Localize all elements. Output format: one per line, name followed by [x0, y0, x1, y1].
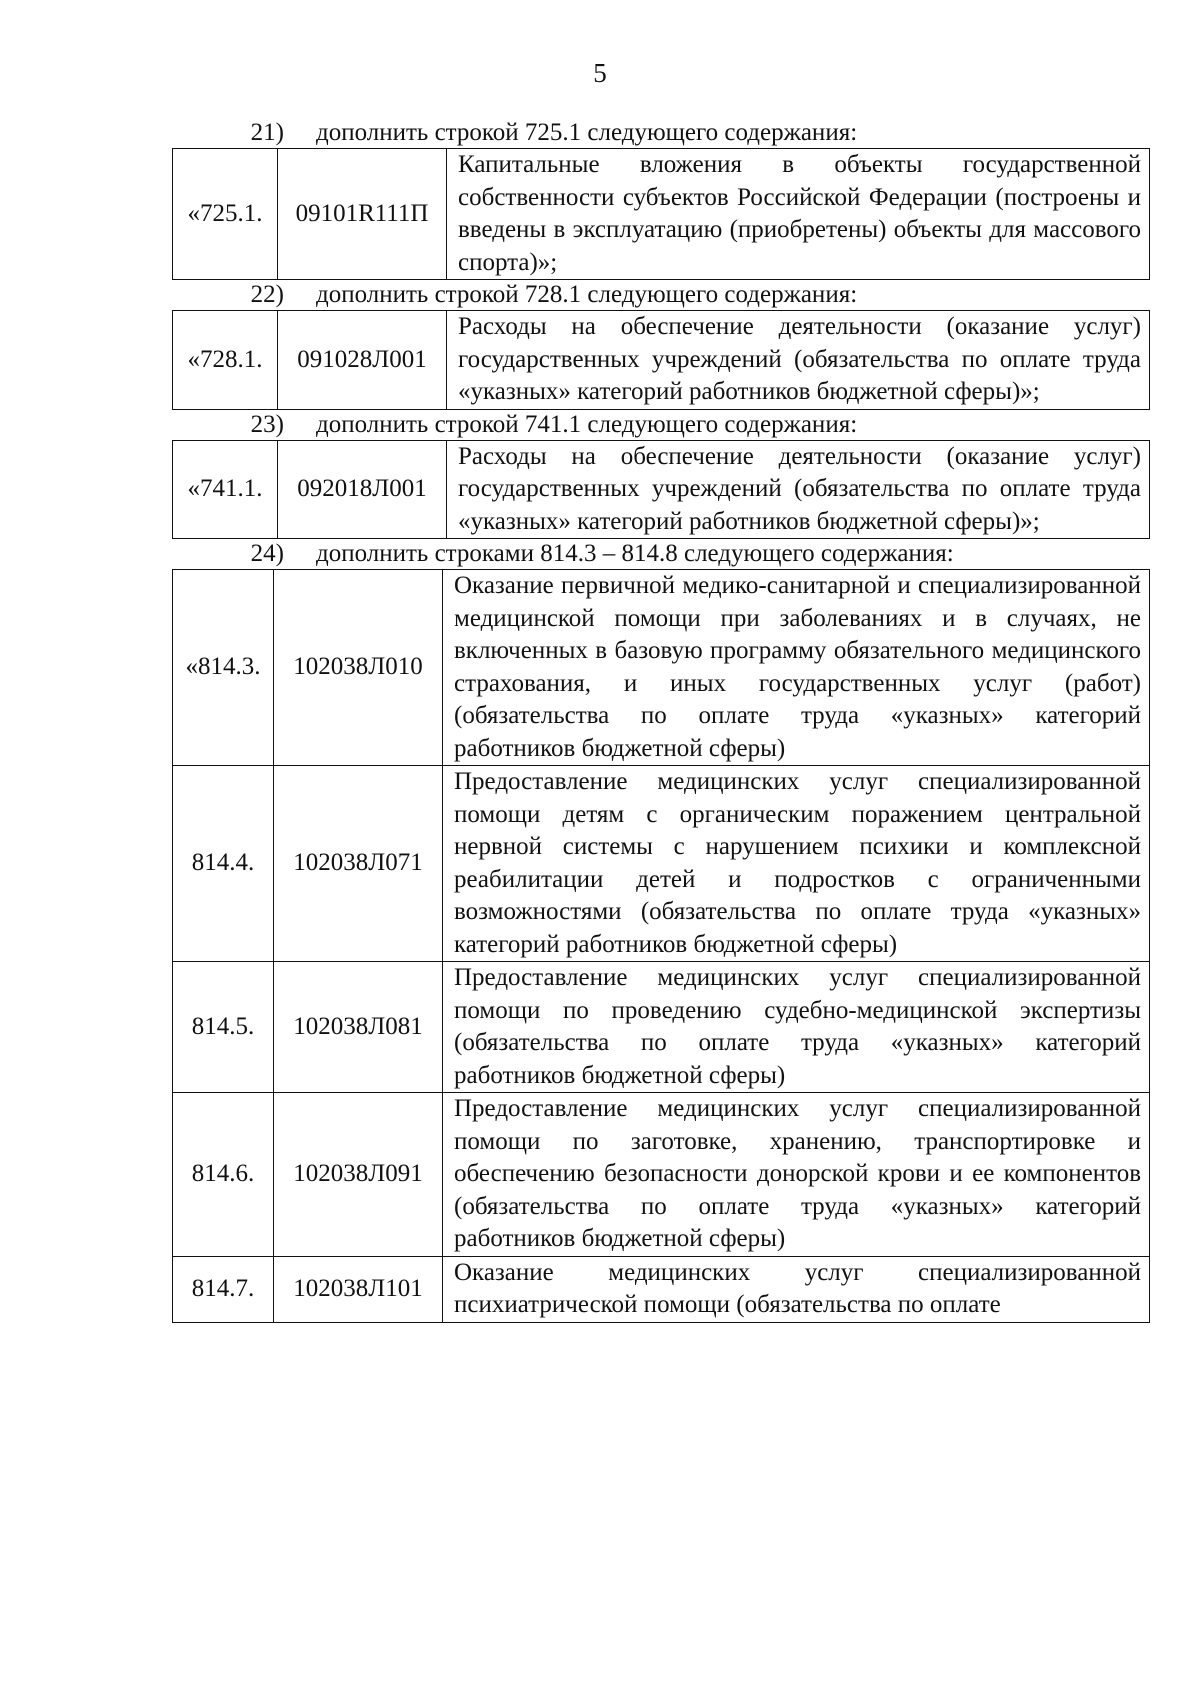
instruction-24 — [172, 539, 1150, 569]
row-description: Оказание первичной медико-санитарной и специализированной медицинской помощи при заболеваниях и в случаях, не включенных в базовую программу обязательного медицинского страхования, и иных государственных услуг (работ) (обязательства по оплате труда «указных» категорий работников бюджетной сферы) — [443, 570, 1150, 766]
row-kbk: 102038Л071 — [274, 766, 443, 962]
row-description: Расходы на обеспечение деятельности (оказание услуг) государственных учреждений (обязательства по оплате труда «указных» категорий работников бюджетной сферы)»; — [447, 440, 1150, 539]
row-kbk: 102038Л081 — [274, 962, 443, 1093]
instruction-number: 22) — [250, 281, 284, 308]
row-description: Оказание медицинских услуг специализированной психиатрической помощи (обязательства по оплате — [443, 1256, 1150, 1322]
instruction-text: дополнить строкой 725.1 следующего содержания: — [316, 119, 858, 146]
row-code: 814.7. — [173, 1256, 274, 1322]
row-kbk: 102038Л091 — [274, 1093, 443, 1257]
instruction-23 — [172, 410, 1150, 440]
instruction-text: дополнить строкой 741.1 следующего содержания: — [316, 410, 858, 438]
row-code: «725.1. — [173, 149, 278, 280]
table-row — [173, 440, 1150, 539]
table-row — [173, 311, 1150, 410]
table-row — [173, 962, 1150, 1093]
table-row — [173, 1093, 1150, 1257]
row-code: «728.1. — [173, 311, 278, 410]
row-kbk: 09101R111П — [278, 149, 447, 280]
page-number: 5 — [593, 58, 607, 88]
table-row — [173, 766, 1150, 962]
amendment-table-814 — [172, 569, 1150, 1323]
instruction-number: 23) — [250, 410, 284, 438]
row-code: «814.3. — [173, 570, 274, 766]
instruction-number: 21) — [250, 119, 284, 146]
table-row — [173, 1256, 1150, 1322]
row-description: Предоставление медицинских услуг специализированной помощи детям с органическим поражением центральной нервной системы с нарушением психики и комплексной реабилитации детей и подростков с ограниченными возможностями (обязательства по оплате труда «указных» категорий работников бюджетной сферы) — [443, 766, 1150, 962]
row-description: Расходы на обеспечение деятельности (оказание услуг) государственных учреждений (обязательства по оплате труда «указных» категорий работников бюджетной сферы)»; — [447, 311, 1150, 410]
amendment-table-725-1 — [172, 148, 1150, 280]
row-code: 814.5. — [173, 962, 274, 1093]
table-row — [173, 149, 1150, 280]
instruction-21 — [172, 118, 1150, 148]
row-kbk: 091028Л001 — [278, 311, 447, 410]
row-code: 814.4. — [173, 766, 274, 962]
row-kbk: 092018Л001 — [278, 440, 447, 539]
amendment-table-728-1 — [172, 310, 1150, 410]
row-kbk: 102038Л010 — [274, 570, 443, 766]
row-kbk: 102038Л101 — [274, 1256, 443, 1322]
amendment-table-741-1 — [172, 440, 1150, 540]
row-code: «741.1. — [173, 440, 278, 539]
instruction-22 — [172, 280, 1150, 310]
instruction-number: 24) — [250, 540, 284, 567]
document-body — [172, 118, 1150, 1323]
row-description: Предоставление медицинских услуг специализированной помощи по проведению судебно-медицинской экспертизы (обязательства по оплате труда «указных» категорий работников бюджетной сферы) — [443, 962, 1150, 1093]
row-code: 814.6. — [173, 1093, 274, 1257]
row-description: Капитальные вложения в объекты государственной собственности субъектов Российской Федерации (построены и введены в эксплуатацию (приобретены) объекты для массового спорта)»; — [447, 149, 1150, 280]
instruction-text: дополнить строкой 728.1 следующего содержания: — [316, 281, 858, 308]
instruction-text: дополнить строками 814.3 – 814.8 следующего содержания: — [316, 540, 954, 567]
table-row — [173, 570, 1150, 766]
row-description: Предоставление медицинских услуг специализированной помощи по заготовке, хранению, транспортировке и обеспечению безопасности донорской крови и ее компонентов (обязательства по оплате труда «указных» категорий работников бюджетной сферы) — [443, 1093, 1150, 1257]
